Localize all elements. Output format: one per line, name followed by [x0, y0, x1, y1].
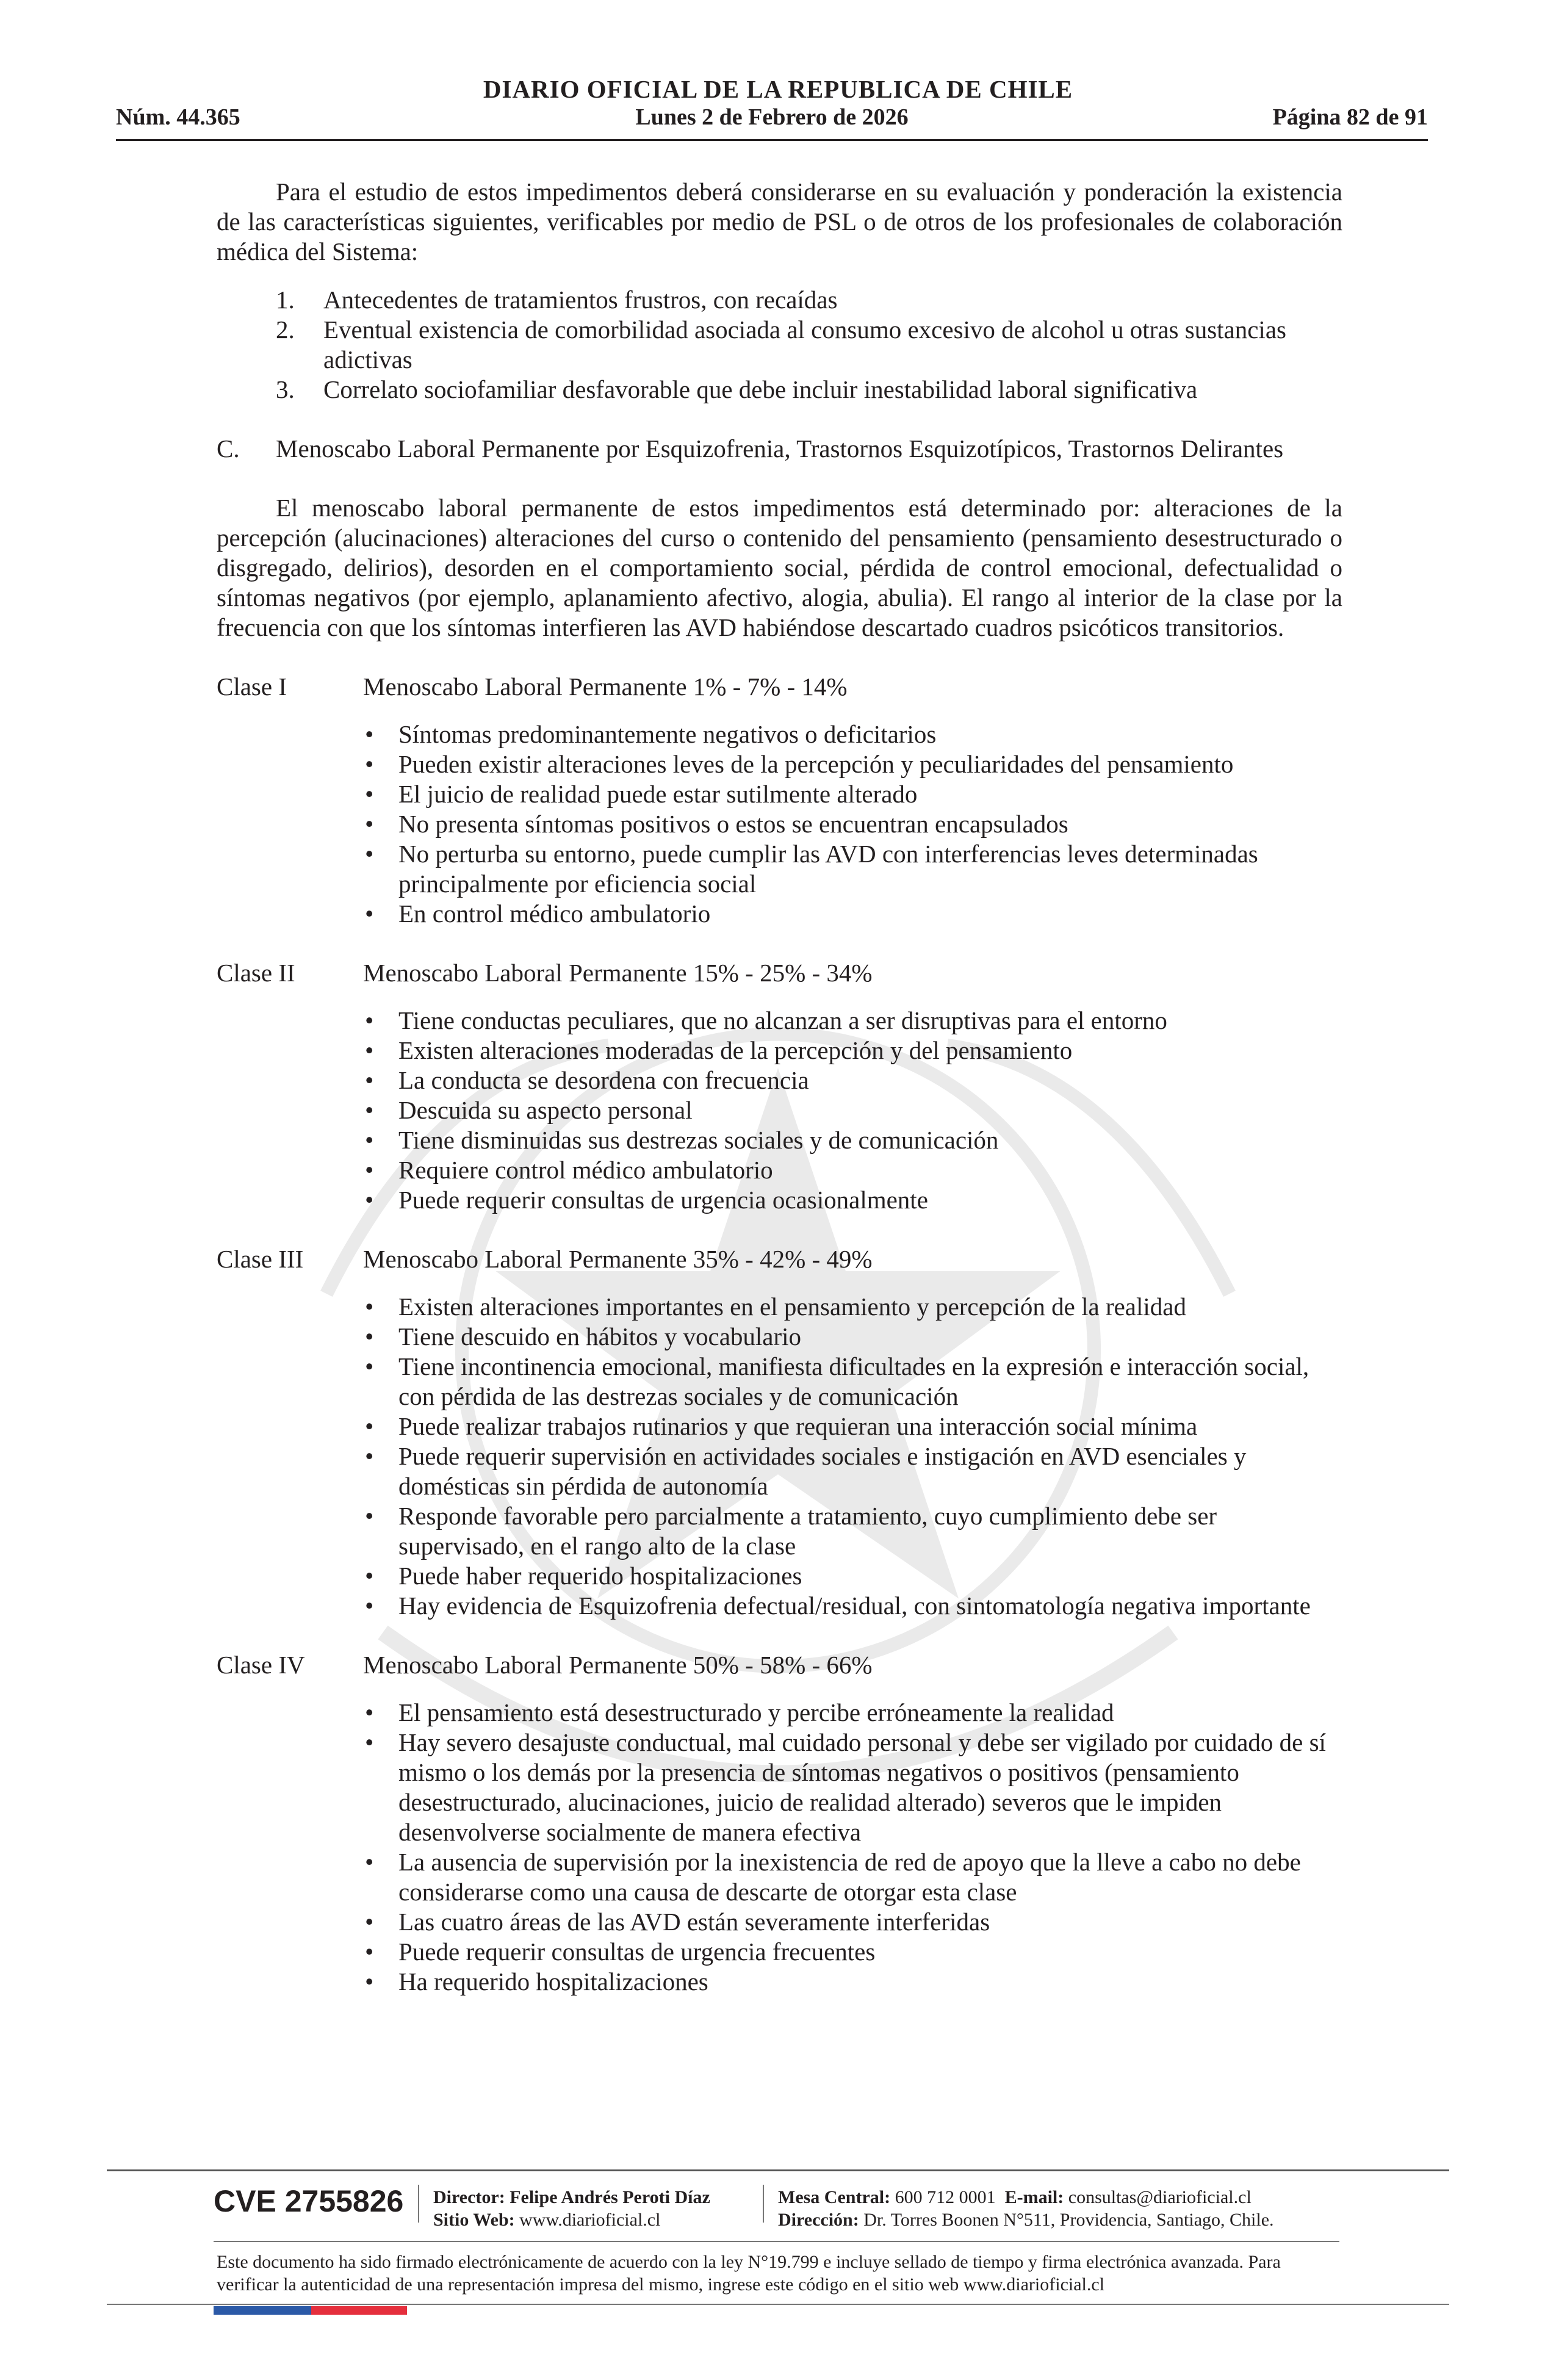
- footer-divider: [107, 2304, 1449, 2305]
- bullet-item: • Existen alteraciones importantes en el pensamiento y percepción de la realidad: [365, 1293, 1186, 1321]
- bullet-item: • Las cuatro áreas de las AVD están severamente interferidas: [365, 1908, 990, 1936]
- phone-number: 600 712 0001: [895, 2187, 996, 2207]
- bullet-item: • Tiene disminuidas sus destrezas sociales y de comunicación: [365, 1126, 999, 1154]
- bullet-item: • No presenta síntomas positivos o estos se encuentran encapsulados: [365, 810, 1068, 838]
- bullet-item: • Puede requerir supervisión en actividades sociales e instigación en AVD esenciales y domésticas sin pérdida de autonomía: [365, 1442, 1247, 1500]
- email-link[interactable]: consultas@diarioficial.cl: [1068, 2187, 1252, 2207]
- section-c-heading: [217, 434, 1342, 464]
- footer-divider: [107, 2169, 1449, 2171]
- bullet-item: • Puede requerir consultas de urgencia ocasionalmente: [365, 1186, 928, 1214]
- list-item: 1. Antecedentes de tratamientos frustros, con recaídas: [276, 286, 838, 314]
- list-item: 3. Correlato sociofamiliar desfavorable que debe incluir inestabilidad laboral significativa: [276, 375, 1198, 403]
- bullet-item: • Hay severo desajuste conductual, mal cuidado personal y debe ser vigilado por cuidado de sí mismo o los demás por la presencia de síntomas negativos o positivos (pensamiento desestructurado, alucinaciones, juicio de realidad alterado) severos que le impiden desenvolverse socialmente de manera efectiva: [365, 1728, 1326, 1846]
- bullet-item: • Ha requerido hospitalizaciones: [365, 1967, 708, 1996]
- bullet-item: • No perturba su entorno, puede cumplir las AVD con interferencias leves determinadas principalmente por eficiencia social: [365, 840, 1258, 898]
- clase-bullets: [217, 719, 1342, 929]
- footer-divider: [214, 2241, 1339, 2242]
- clase-title: Menoscabo Laboral Permanente 15% - 25% - 34%: [363, 959, 873, 987]
- cve-code: CVE 2755826: [214, 2184, 404, 2218]
- bullet-item: • El pensamiento está desestructurado y percibe erróneamente la realidad: [365, 1698, 1114, 1726]
- bullet-item: • Puede haber requerido hospitalizaciones: [365, 1562, 802, 1590]
- issue-number: Núm. 44.365: [116, 104, 240, 130]
- bullet-item: • La conducta se desordena con frecuencia: [365, 1066, 809, 1094]
- bullet-item: • La ausencia de supervisión por la inexistencia de red de apoyo que la lleve a cabo no debe considerarse como una causa de descarte de otorgar esta clase: [365, 1848, 1301, 1906]
- footer-director-block: Director: Felipe Andrés Peroti Díaz Sitio Web: www.diarioficial.cl: [433, 2187, 710, 2230]
- header-divider: [116, 139, 1428, 141]
- clase-label: Clase I: [217, 673, 287, 701]
- footer-separator: [763, 2185, 764, 2223]
- section-c-paragraph: El menoscabo laboral permanente de estos impedimentos está determinado por: alteraciones de la percepción (alucinaciones) alteraciones del curso o contenido del pensamiento (pensamiento desestructurado o disgregado, delirios), desorden en el comportamiento social, pérdida de control emocional, defectualidad o síntomas negativos (por ejemplo, aplanamiento afectivo, alogia, abulia). El rango al interior de la clase por la frecuencia con que los síntomas interfieren las AVD habiéndose descartado cuadros psicóticos transitorios.: [217, 494, 1342, 641]
- bullet-item: • Puede realizar trabajos rutinarios y que requieran una interacción social mínima: [365, 1412, 1198, 1440]
- clase-bullets: [217, 1698, 1342, 1997]
- clase-heading: [217, 1650, 1342, 1680]
- characteristics-list: [217, 285, 1342, 405]
- legal-notice: Este documento ha sido firmado electrónicamente de acuerdo con la ley N°19.799 e incluye sellado de tiempo y firma electrónica avanzada. Para verificar la autenticidad de una representación impresa del mismo, ingrese este código en el sitio web www.diarioficial.cl: [217, 2252, 1281, 2295]
- page-number: Página 82 de 91: [1272, 104, 1428, 130]
- bullet-item: • En control médico ambulatorio: [365, 900, 711, 928]
- clase-heading: [217, 1244, 1342, 1274]
- director-name: Felipe Andrés Peroti Díaz: [510, 2187, 710, 2207]
- issue-date: Lunes 2 de Febrero de 2026: [635, 104, 909, 130]
- footer-separator: [418, 2185, 419, 2223]
- flag-stripe-red: [311, 2306, 407, 2315]
- bullet-item: • Descuida su aspecto personal: [365, 1096, 693, 1124]
- flag-stripe-blue: [214, 2306, 311, 2315]
- website-link[interactable]: www.diarioficial.cl: [519, 2210, 661, 2230]
- header-row: [116, 104, 1428, 134]
- section-letter: C.: [217, 435, 240, 463]
- clase-label: Clase III: [217, 1245, 304, 1273]
- bullet-item: • Responde favorable pero parcialmente a tratamiento, cuyo cumplimiento debe ser supervisado, en el rango alto de la clase: [365, 1502, 1217, 1560]
- section-title: Menoscabo Laboral Permanente por Esquizofrenia, Trastornos Esquizotípicos, Trastornos Delirantes: [276, 435, 1284, 463]
- clase-label: Clase II: [217, 959, 295, 987]
- clase-label: Clase IV: [217, 1651, 305, 1679]
- clase-title: Menoscabo Laboral Permanente 35% - 42% - 49%: [363, 1245, 873, 1273]
- clase-bullets: [217, 1006, 1342, 1215]
- bullet-item: • Existen alteraciones moderadas de la percepción y del pensamiento: [365, 1036, 1073, 1064]
- intro-paragraph: Para el estudio de estos impedimentos deberá considerarse en su evaluación y ponderación la existencia de las características siguientes, verificables por medio de PSL o de otros de los profesionales de colaboración médica del Sistema:: [217, 178, 1342, 265]
- bullet-item: • Pueden existir alteraciones leves de la percepción y peculiaridades del pensamiento: [365, 750, 1234, 778]
- gazette-title: DIARIO OFICIAL DE LA REPUBLICA DE CHILE: [483, 75, 1073, 103]
- bullet-item: • Requiere control médico ambulatorio: [365, 1156, 773, 1184]
- clase-title: Menoscabo Laboral Permanente 50% - 58% - 66%: [363, 1651, 873, 1679]
- bullet-item: • Puede requerir consultas de urgencia frecuentes: [365, 1938, 876, 1966]
- clase-title: Menoscabo Laboral Permanente 1% - 7% - 14%: [363, 673, 848, 701]
- clase-heading: [217, 958, 1342, 988]
- bullet-item: • Tiene incontinencia emocional, manifiesta dificultades en la expresión e interacción social, con pérdida de las destrezas sociales y de comunicación: [365, 1352, 1309, 1410]
- address: Dr. Torres Boonen N°511, Providencia, Santiago, Chile.: [863, 2210, 1274, 2230]
- bullet-item: • Hay evidencia de Esquizofrenia defectual/residual, con sintomatología negativa importante: [365, 1592, 1311, 1620]
- clase-bullets: [217, 1292, 1342, 1621]
- bullet-item: • Tiene descuido en hábitos y vocabulario: [365, 1322, 802, 1350]
- bullet-item: • Síntomas predominantemente negativos o deficitarios: [365, 720, 937, 748]
- clase-heading: [217, 672, 1342, 702]
- bullet-item: • Tiene conductas peculiares, que no alcanzan a ser disruptivas para el entorno: [365, 1006, 1167, 1034]
- document-body: [217, 177, 1342, 2026]
- bullet-item: • El juicio de realidad puede estar sutilmente alterado: [365, 780, 918, 808]
- list-item: 2. Eventual existencia de comorbilidad asociada al consumo excesivo de alcohol u otras sustancias adictivas: [276, 316, 1286, 373]
- footer-contact-block: Mesa Central: 600 712 0001 E-mail: consultas@diarioficial.cl Dirección: Dr. Torres Boonen N°511, Providencia, Santiago, Chile.: [778, 2187, 1274, 2230]
